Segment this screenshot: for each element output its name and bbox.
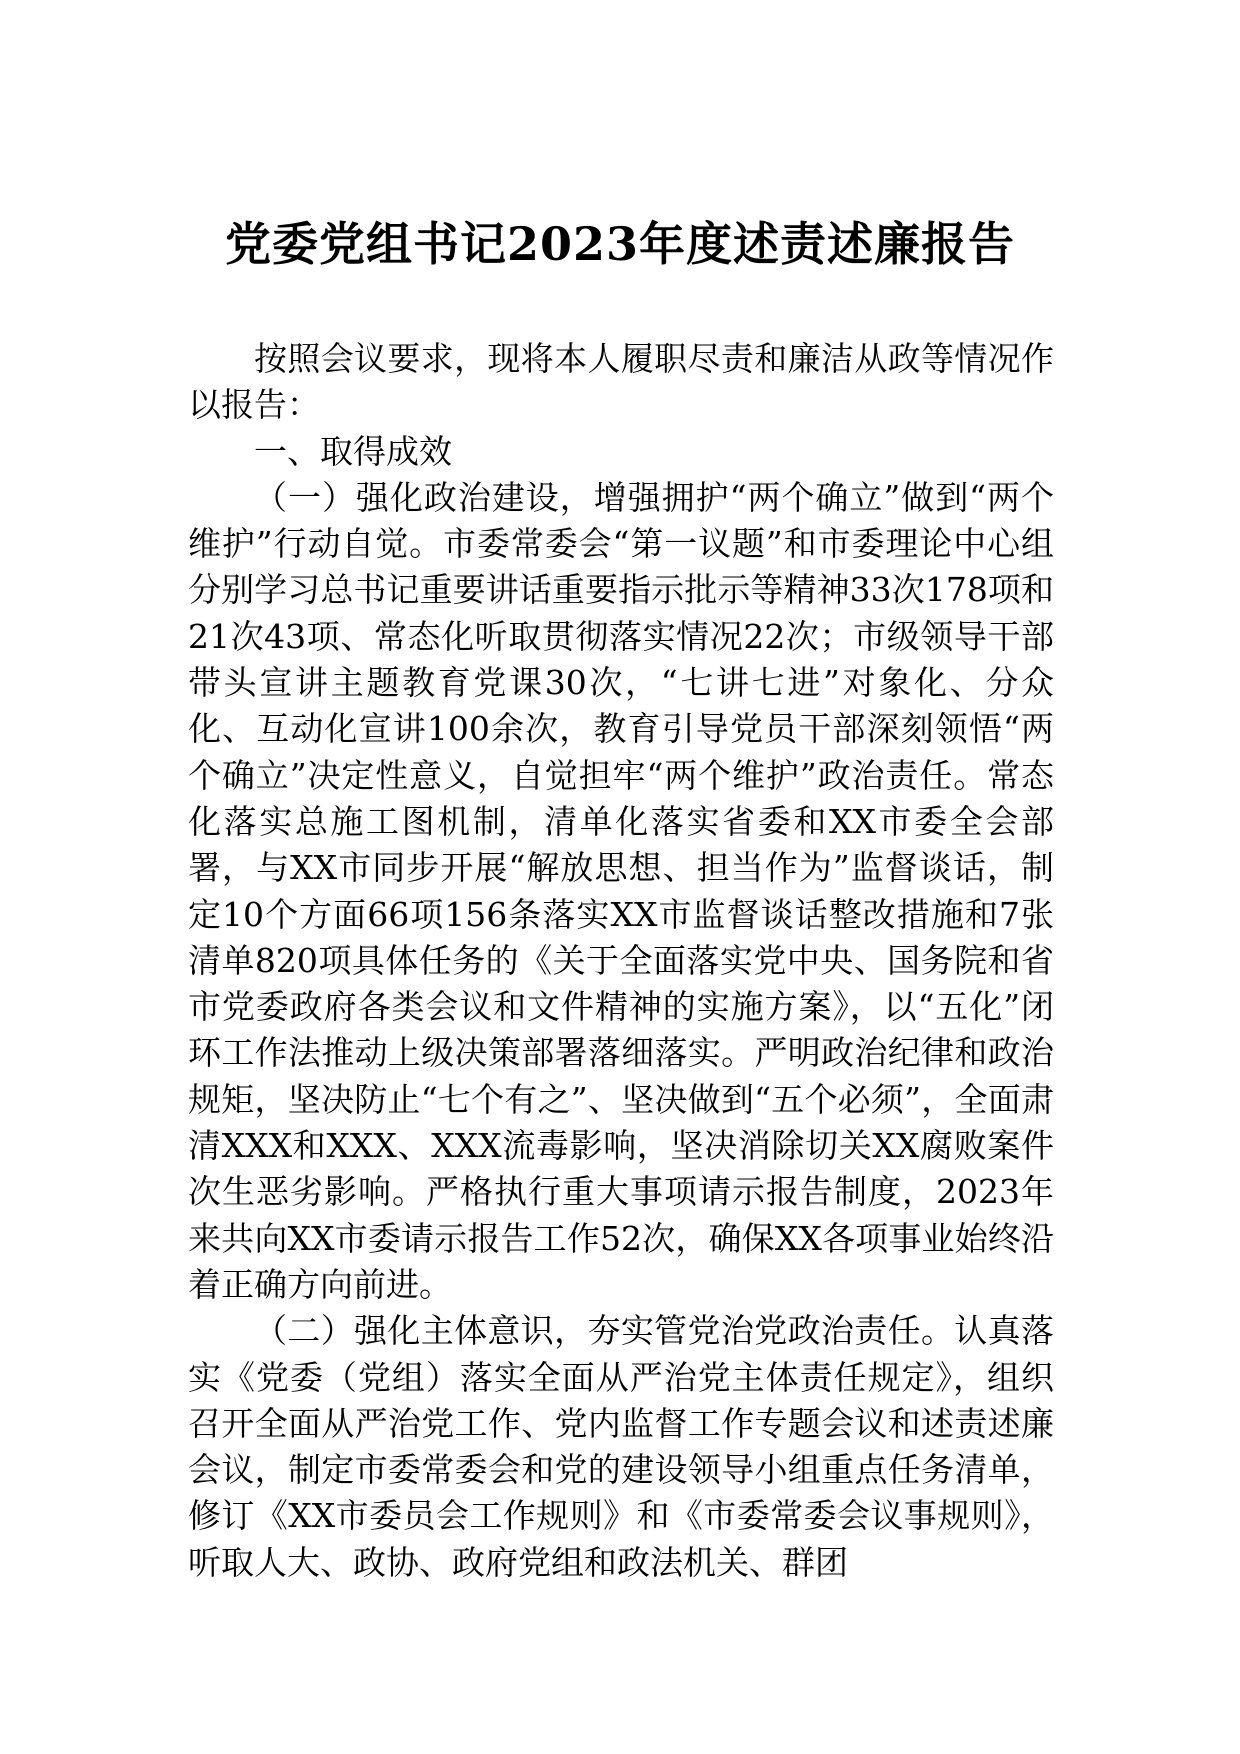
intro-paragraph: 按照会议要求，现将本人履职尽责和廉洁从政等情况作以报告： <box>188 339 1054 425</box>
document-body <box>188 336 1054 1586</box>
paragraph-subject-responsibility: （二）强化主体意识，夯实管党治党政治责任。认真落实《党委（党组）落实全面从严治党主体责任规定》，组织召开全面从严治党工作、党内监督工作专题会议和述责述廉会议，制定市委常委会和党的建设领导小组重点任务清单，修订《XX市委员会工作规则》和《市委常委会议事规则》，听取人大、政协、政府党组和政法机关、群团 <box>188 1311 1054 1582</box>
paragraph-political-construction: （一）强化政治建设，增强拥护“两个确立”做到“两个维护”行动自觉。市委常委会“第一议题”和市委理论中心组分别学习总书记重要讲话重要指示批示等精神33次178项和21次43项、常态化听取贯彻落实情况22次；市级领导干部带头宣讲主题教育党课30次，“七讲七进”对象化、分众化、互动化宣讲100余次，教育引导党员干部深刻领悟“两个确立”决定性意义，自觉担牢“两个维护”政治责任。常态化落实总施工图机制，清单化落实省委和XX市委全会部署，与XX市同步开展“解放思想、担当作为”监督谈话，制定10个方面66项156条落实XX市监督谈话整改措施和7张清单820项具体任务的《关于全面落实党中央、国务院和省市党委政府各类会议和文件精神的实施方案》，以“五化”闭环工作法推动上级决策部署落细落实。严明政治纪律和政治规矩，坚决防止“七个有之”、坚决做到“五个必须”，全面肃清XXX和XXX、XXX流毒影响，坚决消除切关XX腐败案件次生恶劣影响。严格执行重大事项请示报告制度，2023年来共向XX市委请示报告工作52次，确保XX各项事业始终沿着正确方向前进。 <box>188 477 1054 1304</box>
document-title: 党委党组书记2023年度述责述廉报告 <box>224 217 1016 271</box>
section-heading: 一、取得成效 <box>254 431 452 471</box>
